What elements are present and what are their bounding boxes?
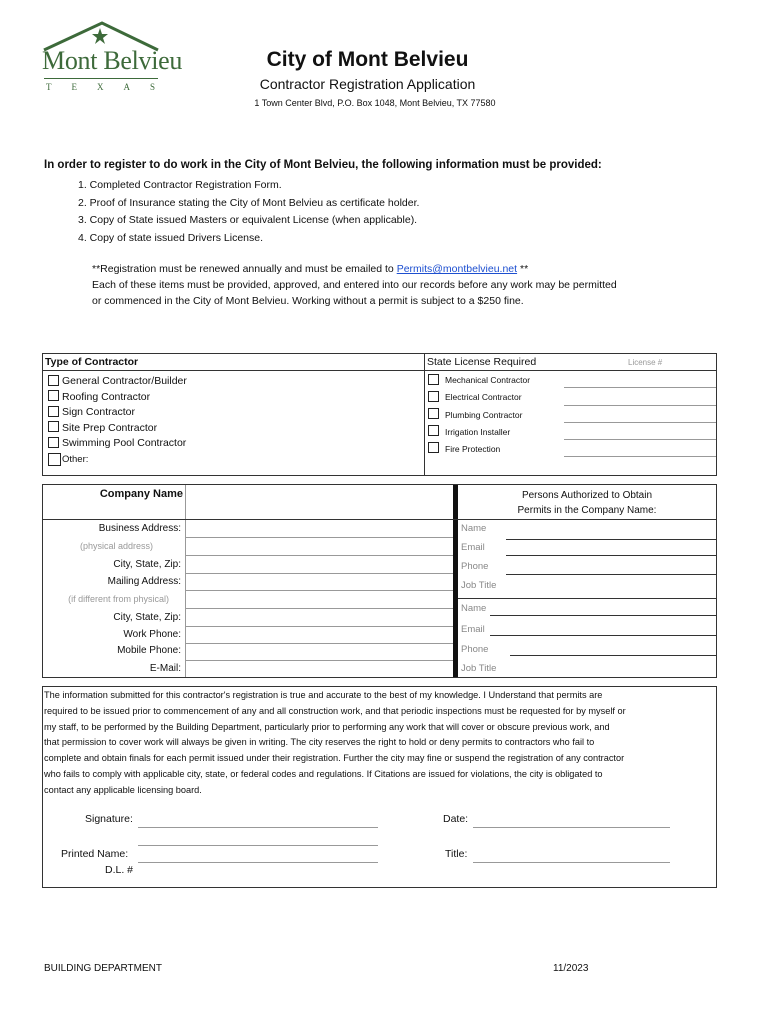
renewal-end: ** xyxy=(517,263,529,275)
company-name-label: Company Name xyxy=(99,488,183,500)
certification-line: my staff, to be performed by the Building Department, particularly prior to performing any work that will cover or obscure previous work, and xyxy=(44,721,610,732)
mechanical-license-checkbox[interactable] xyxy=(428,374,439,385)
person2-phone-label: Phone xyxy=(461,644,489,655)
table-header-rule xyxy=(43,370,716,371)
license-header: State License Required xyxy=(427,356,537,368)
certification-line: contact any applicable licensing board. xyxy=(44,784,202,795)
certification-line: who fails to comply with applicable city, state, or federal codes and regulations. If Citations are issued for violations, the city is obligated to xyxy=(44,768,603,779)
plumbing-license-label: Plumbing Contractor xyxy=(445,410,523,420)
table-column-divider xyxy=(424,354,425,475)
list-item: 4. Copy of state issued Drivers License. xyxy=(78,231,264,244)
site-prep-contractor-label: Site Prep Contractor xyxy=(62,422,158,434)
logo-state: TEXAS xyxy=(46,82,175,92)
license-number-header: License # xyxy=(628,358,663,367)
certification-line: The information submitted for this contractor's registration is true and accurate to the best of my knowledge. I Understand that permits are xyxy=(44,690,603,700)
contractor-type-header: Type of Contractor xyxy=(45,356,139,368)
electrical-license-checkbox[interactable] xyxy=(428,391,439,402)
person1-phone-label: Phone xyxy=(461,561,489,572)
electrical-license-number-field[interactable] xyxy=(564,405,716,406)
site-prep-contractor-checkbox[interactable] xyxy=(48,421,59,432)
person1-name-label: Name xyxy=(461,523,487,534)
physical-address-hint: (physical address) xyxy=(79,541,153,551)
general-contractor-checkbox[interactable] xyxy=(48,375,59,386)
work-phone-field[interactable] xyxy=(185,643,453,644)
general-contractor-label: General Contractor/Builder xyxy=(62,375,187,387)
footer-department: BUILDING DEPARTMENT xyxy=(44,963,162,974)
person1-name-field[interactable] xyxy=(506,539,716,540)
fire-protection-license-checkbox[interactable] xyxy=(428,442,439,453)
other-contractor-checkbox[interactable] xyxy=(48,453,61,466)
signature-field[interactable] xyxy=(138,827,378,828)
city-state-zip-label: City, State, Zip: xyxy=(113,559,181,570)
renewal-note xyxy=(92,261,528,277)
other-contractor-label: Other: xyxy=(62,454,89,465)
persons-header-line2: Permits in the Company Name: xyxy=(517,505,657,516)
fire-protection-license-number-field[interactable] xyxy=(564,456,716,457)
person-separator xyxy=(458,598,716,599)
city-state-zip-field[interactable] xyxy=(185,573,453,574)
electrical-license-label: Electrical Contractor xyxy=(445,392,522,402)
swimming-pool-contractor-checkbox[interactable] xyxy=(48,437,59,448)
date-label: Date: xyxy=(443,813,469,825)
contractor-license-table xyxy=(42,353,717,476)
permits-email-link[interactable]: Permits@montbelvieu.net xyxy=(396,263,518,275)
permit-fine-note: or commenced in the City of Mont Belvieu. Working without a permit is subject to a $250 fine. xyxy=(92,295,524,307)
footer-revision: 11/2023 xyxy=(553,963,589,974)
printed-name-label: Printed Name: xyxy=(61,848,129,860)
certification-section xyxy=(42,686,717,888)
list-item: 2. Proof of Insurance stating the City of Mont Belvieu as certificate holder. xyxy=(78,196,420,209)
if-different-hint: (if different from physical) xyxy=(68,594,169,604)
swimming-pool-contractor-label: Swimming Pool Contractor xyxy=(62,437,187,449)
logo-wordmark: Mont Belvieu xyxy=(42,46,183,75)
person1-job-title-label: Job Title xyxy=(461,580,497,591)
email-label: E-Mail: xyxy=(149,663,181,674)
title-label: Title: xyxy=(445,848,468,860)
mailing-address-label: Mailing Address: xyxy=(107,576,181,587)
person2-email-field[interactable] xyxy=(490,635,716,636)
person2-job-title-label: Job Title xyxy=(461,663,497,674)
irrigation-license-label: Irrigation Installer xyxy=(445,427,511,437)
mobile-phone-label: Mobile Phone: xyxy=(117,645,181,656)
sign-contractor-label: Sign Contractor xyxy=(62,406,135,418)
company-header-rule xyxy=(43,519,716,520)
person1-phone-field[interactable] xyxy=(506,574,716,575)
person2-name-label: Name xyxy=(461,603,487,614)
title-field[interactable] xyxy=(473,862,670,863)
person2-email-label: Email xyxy=(461,624,485,635)
requirements-list xyxy=(78,177,419,247)
mailing-address-field[interactable] xyxy=(185,590,453,591)
list-item: 1. Completed Contractor Registration Form. xyxy=(78,179,282,191)
list-item: 3. Copy of State issued Masters or equivalent License (when applicable). xyxy=(78,214,418,226)
company-info-section xyxy=(42,484,717,678)
fire-protection-license-label: Fire Protection xyxy=(445,444,501,454)
page-subtitle: Contractor Registration Application xyxy=(259,76,476,92)
sign-contractor-checkbox[interactable] xyxy=(48,406,59,417)
person2-phone-field[interactable] xyxy=(510,655,716,656)
person2-name-field[interactable] xyxy=(490,615,716,616)
business-address-label: Business Address: xyxy=(98,523,181,534)
business-address-field[interactable] xyxy=(185,537,453,538)
page-title: City of Mont Belvieu xyxy=(266,48,469,71)
persons-authorized-header xyxy=(458,488,716,518)
intro-text: In order to register to do work in the City of Mont Belvieu, the following information must be provided: xyxy=(44,159,602,171)
mailing-address-2-field[interactable] xyxy=(185,608,453,609)
mechanical-license-label: Mechanical Contractor xyxy=(445,375,531,385)
certification-line: required to be issued prior to commencement of any and all construction work, and that periodic inspections must be requested for by myself or xyxy=(44,705,626,716)
work-phone-label: Work Phone: xyxy=(123,629,181,640)
label-column-divider xyxy=(185,485,186,677)
roofing-contractor-checkbox[interactable] xyxy=(48,390,59,401)
certification-line: that permission to cover work will always be given in writing. The city reserves the right to hold or deny permits to contractors who fail to xyxy=(44,737,595,748)
date-field[interactable] xyxy=(473,827,670,828)
plumbing-license-number-field[interactable] xyxy=(564,422,716,423)
mobile-phone-field[interactable] xyxy=(185,660,453,661)
renewal-text: **Registration must be renewed annually and must be emailed to xyxy=(92,263,397,275)
certification-text xyxy=(44,688,716,799)
city-state-zip-2-label: City, State, Zip: xyxy=(113,612,181,623)
irrigation-license-checkbox[interactable] xyxy=(428,425,439,436)
mechanical-license-number-field[interactable] xyxy=(564,387,716,388)
person1-email-field[interactable] xyxy=(506,555,716,556)
city-address: 1 Town Center Blvd, P.O. Box 1048, Mont Belvieu, TX 77580 xyxy=(254,98,496,108)
irrigation-license-number-field[interactable] xyxy=(564,439,716,440)
drivers-license-label: D.L. # xyxy=(105,864,134,876)
physical-address-field[interactable] xyxy=(185,555,453,556)
persons-header-line1: Persons Authorized to Obtain xyxy=(521,490,653,501)
roofing-contractor-label: Roofing Contractor xyxy=(62,391,151,403)
certification-line: complete and obtain finals for each permit issued under their registration. Further the city may fine or suspend the registration of any contractor xyxy=(44,753,625,764)
printed-name-upper-rule xyxy=(138,845,378,846)
city-state-zip-2-field[interactable] xyxy=(185,626,453,627)
signature-label: Signature: xyxy=(85,813,133,825)
person1-email-label: Email xyxy=(461,542,485,553)
plumbing-license-checkbox[interactable] xyxy=(428,408,439,419)
printed-name-field[interactable] xyxy=(138,862,378,863)
requirements-note: Each of these items must be provided, approved, and entered into our records before any work may be permitted xyxy=(92,279,617,291)
